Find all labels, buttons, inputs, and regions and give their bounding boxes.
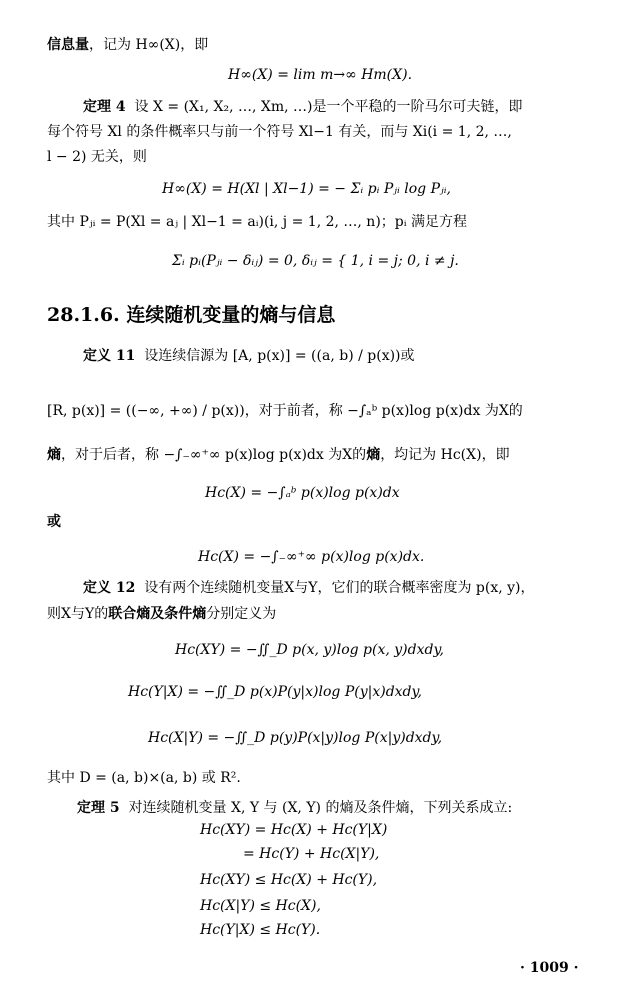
section-heading: 28.1.6. 连续随机变量的熵与信息 [47, 304, 336, 326]
definition-11-line2: [R, p(x)] = ((−∞, +∞) / p(x))，对于前者，称 −∫ₐᵇ p(x)log p(x)dx 为X的 [47, 403, 523, 419]
page-number: · 1009 · [520, 960, 579, 976]
term-information: 信息量 [47, 37, 89, 53]
def12-e: 分别定义为 [206, 606, 277, 622]
theorem-5-label: 定理 5 [77, 800, 120, 816]
definition-11-line1 [83, 347, 415, 365]
definition-12-line1 [83, 579, 535, 597]
definition-11-label: 定义 11 [83, 348, 136, 364]
theorem-5-text: 对连续随机变量 X, Y 与 (X, Y) 的熵及条件熵，下列关系成立: [128, 800, 513, 816]
theorem-4-equation-2: Σᵢ pᵢ(Pⱼᵢ − δᵢⱼ) = 0, δᵢⱼ = { 1, i = j; 0, i ≠ j. [172, 253, 459, 269]
definition-11-or: 或 [47, 514, 61, 530]
definition-12-label: 定义 12 [83, 580, 136, 596]
term-conditional-entropy: 条件熵 [164, 606, 207, 622]
definition-12-equation-1: Hc(XY) = −∬_D p(x, y)log p(x, y)dxdy, [175, 642, 444, 658]
definition-12-line2 [47, 605, 276, 623]
term-joint-entropy: 联合熵 [108, 606, 151, 622]
definition-12-where: 其中 D = (a, b)×(a, b) 或 R². [47, 770, 241, 786]
definition-11-equation-2: Hc(X) = −∫₋∞⁺∞ p(x)log p(x)dx. [198, 549, 425, 565]
theorem-4-line1 [83, 98, 523, 116]
theorem-5-eq-3: Hc(XY) ≤ Hc(X) + Hc(Y), [200, 872, 378, 888]
theorem-4-equation: H∞(X) = H(Xl | Xl−1) = − Σᵢ pᵢ Pⱼᵢ log Pⱼᵢ, [162, 181, 451, 197]
def12-a: 则X与Y的 [47, 606, 109, 622]
definition-11-text: 设连续信源为 [A, p(x)] = ((a, b) / p(x))或 [144, 348, 415, 364]
definition-11-text-3: ，对于后者，称 −∫₋∞⁺∞ p(x)log p(x)dx 为X的 [61, 447, 367, 463]
intro-text: ，记为 H∞(X)，即 [89, 37, 209, 53]
def12-c: 及 [150, 606, 165, 622]
definition-11-line3 [47, 446, 510, 464]
theorem-5-eq-4: Hc(X|Y) ≤ Hc(X), [200, 898, 321, 914]
theorem-4-text: 设 X = (X₁, X₂, …, Xm, …)是一个平稳的一阶马尔可夫链，即 [134, 99, 523, 115]
term-entropy-2: 熵 [366, 447, 381, 463]
theorem-5-eq-1: Hc(XY) = Hc(X) + Hc(Y|X) [200, 822, 388, 838]
theorem-4-line2: 每个符号 Xl 的条件概率只与前一个符号 Xl−1 有关，而与 Xi(i = 1, 2, …, [47, 124, 512, 140]
definition-12-equation-3: Hc(X|Y) = −∬_D p(y)P(x|y)log P(x|y)dxdy, [148, 730, 443, 746]
definition-12-text: 设有两个连续随机变量X与Y，它们的联合概率密度为 p(x, y)， [144, 580, 535, 596]
theorem-5-line1 [77, 799, 512, 817]
term-entropy: 熵 [47, 447, 61, 463]
intro-line [47, 36, 208, 54]
definition-11-text-3-end: ，均记为 Hc(X)，即 [380, 447, 510, 463]
equation-limit: H∞(X) = lim m→∞ Hm(X). [228, 67, 413, 83]
theorem-4-where: 其中 Pⱼᵢ = P(Xl = aⱼ | Xl−1 = aᵢ)(i, j = 1, 2, …, n)；pᵢ 满足方程 [47, 214, 468, 230]
theorem-5-eq-2: = Hc(Y) + Hc(X|Y), [243, 846, 380, 862]
definition-12-equation-2: Hc(Y|X) = −∬_D p(x)P(y|x)log P(y|x)dxdy, [128, 684, 423, 700]
theorem-5-eq-5: Hc(Y|X) ≤ Hc(Y). [200, 922, 321, 938]
definition-11-equation-1: Hc(X) = −∫ₐᵇ p(x)log p(x)dx [205, 485, 400, 501]
theorem-4-line3: l − 2) 无关，则 [47, 149, 147, 165]
theorem-4-label: 定理 4 [83, 99, 126, 115]
